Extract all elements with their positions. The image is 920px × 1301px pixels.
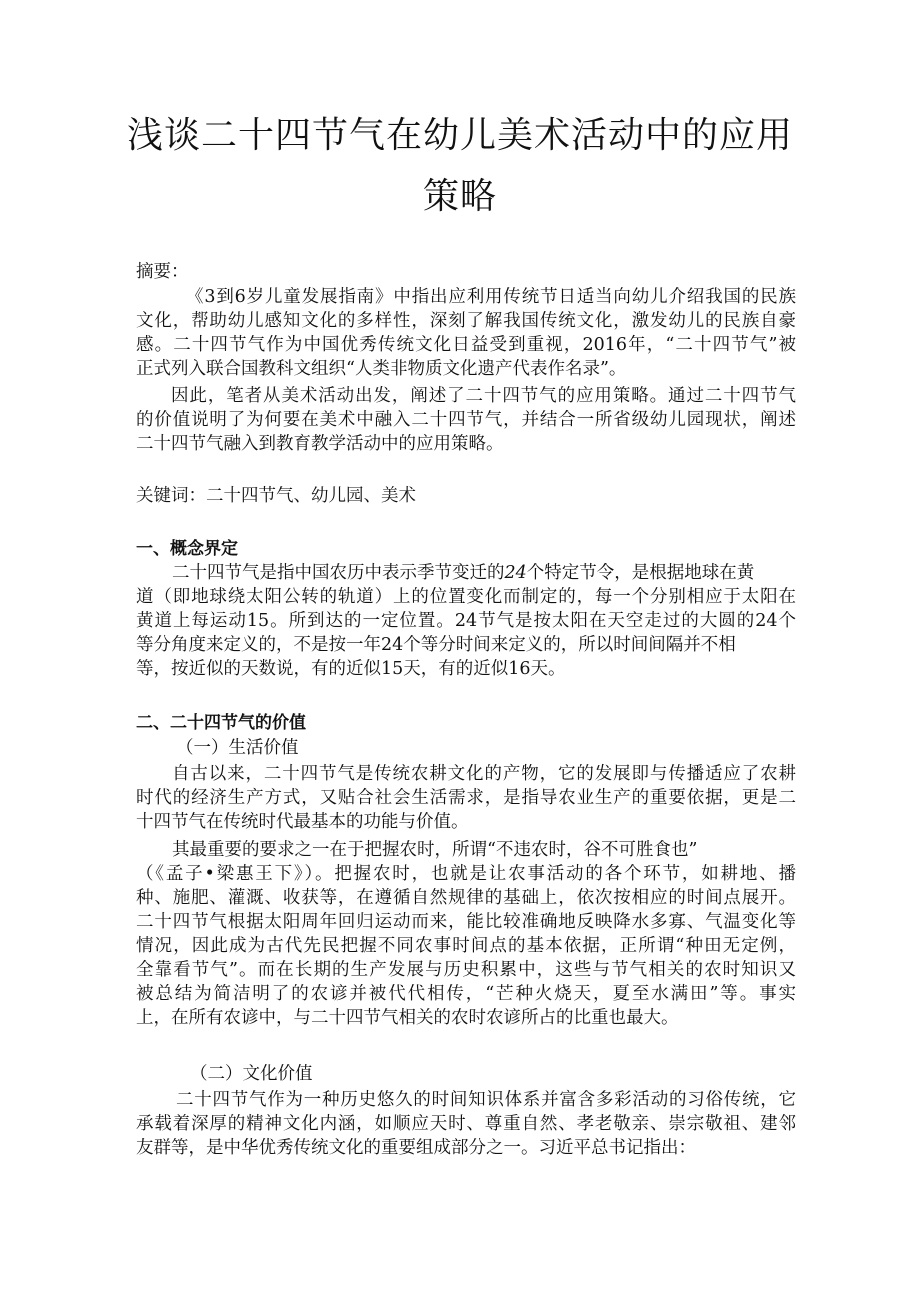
section-1-line: 黄道上每运动15。所到达的一定位置。24节气是按太阳在天空走过的大圆的24个 xyxy=(136,611,796,631)
sub1-p2-line: 全靠看节气”。而在长期的生产发展与历史积累中，这些与节气相关的农时知识又 xyxy=(136,960,796,980)
sub1-p2-line: （《孟子•梁惠王下》）。把握农时，也就是让农事活动的各个环节，如耕地、播 xyxy=(136,864,796,884)
section-2-heading: 二、二十四节气的价值 xyxy=(136,713,306,733)
document-title-line-1: 浅谈二十四节气在幼儿美术活动中的应用 xyxy=(126,115,793,156)
sub2-p1-line: 二十四节气作为一种历史悠久的时间知识体系并富含多彩活动的习俗传统，它 xyxy=(176,1090,796,1110)
abstract-p1-line: 正式列入联合国教科文组织“人类非物质文化遗产代表作名录”。 xyxy=(136,359,627,379)
sub2-p1-line: 友群等，是中华优秀传统文化的重要组成部分之一。习近平总书记指出： xyxy=(136,1138,696,1158)
section-1-text: 个特定节令，是根据地球在黄 xyxy=(526,563,755,583)
section-1-heading: 一、概念界定 xyxy=(136,539,238,559)
section-1-number: 24 xyxy=(504,563,527,583)
section-1-line: 等，按近似的天数说，有的近似15天，有的近似16天。 xyxy=(136,659,566,679)
sub1-p1-line: 自古以来，二十四节气是传统农耕文化的产物，它的发展即与传播适应了农耕 xyxy=(172,764,796,784)
sub1-p2-line: 种、施肥、灌溉、收获等，在遵循自然规律的基础上，依次按相应的时间点展开。 xyxy=(136,888,796,908)
subsection-2-heading: （二）文化价值 xyxy=(190,1064,313,1084)
abstract-p1-line: 感。二十四节气作为中国优秀传统文化日益受到重视，2016年，“二十四节气”被 xyxy=(136,335,796,355)
sub1-p2-line: 情况，因此成为古代先民把握不同农事时间点的基本依据，正所谓“种田无定例， xyxy=(136,936,796,956)
sub1-p2-line: 被总结为简洁明了的农谚并被代代相传，“芒种火烧天，夏至水满田”等。事实 xyxy=(136,984,796,1004)
sub1-p1-line: 十四节气在传统时代最基本的功能与价值。 xyxy=(136,812,469,832)
keywords: 关键词：二十四节气、幼儿园、美术 xyxy=(136,486,416,506)
sub1-p2-line: 二十四节气根据太阳周年回归运动而来，能比较准确地反映降水多寡、气温变化等 xyxy=(136,912,796,932)
abstract-p1-line: 《3到6岁儿童发展指南》中指出应利用传统节日适当向幼儿介绍我国的民族 xyxy=(186,287,796,307)
document-title-line-2: 策略 xyxy=(422,176,497,217)
sub1-p2-line: 其最重要的要求之一在于把握农时，所谓“不违农时，谷不可胜食也” xyxy=(172,840,698,860)
section-1-line xyxy=(172,561,754,585)
sub1-p1-line: 时代的经济生产方式，又贴合社会生活需求，是指导农业生产的重要依据，更是二 xyxy=(136,788,796,808)
abstract-p2-line: 的价值说明了为何要在美术中融入二十四节气，并结合一所省级幼儿园现状，阐述 xyxy=(136,410,796,430)
section-1-line: 等分角度来定义的，不是按一年24个等分时间来定义的，所以时间间隔并不相 xyxy=(136,635,736,655)
abstract-p2-line: 二十四节气融入到教育教学活动中的应用策略。 xyxy=(136,434,504,454)
abstract-label: 摘要： xyxy=(136,262,189,282)
subsection-1-heading: （一）生活价值 xyxy=(176,738,299,758)
section-1-text: 二十四节气是指中国农历中表示季节变迁的 xyxy=(172,563,505,583)
abstract-p2-line: 因此，笔者从美术活动出发，阐述了二十四节气的应用策略。通过二十四节气 xyxy=(171,386,796,406)
abstract-p1-line: 文化，帮助幼儿感知文化的多样性，深刻了解我国传统文化，激发幼儿的民族自豪 xyxy=(136,311,796,331)
sub2-p1-line: 承载着深厚的精神文化内涵，如顺应天时、尊重自然、孝老敬亲、崇宗敬祖、建邻 xyxy=(136,1114,796,1134)
section-1-line: 道（即地球绕太阳公转的轨道）上的位置变化而制定的，每一个分别相应于太阳在 xyxy=(136,587,796,607)
sub1-p2-line: 上，在所有农谚中，与二十四节气相关的农时农谚所占的比重也最大。 xyxy=(136,1008,679,1028)
